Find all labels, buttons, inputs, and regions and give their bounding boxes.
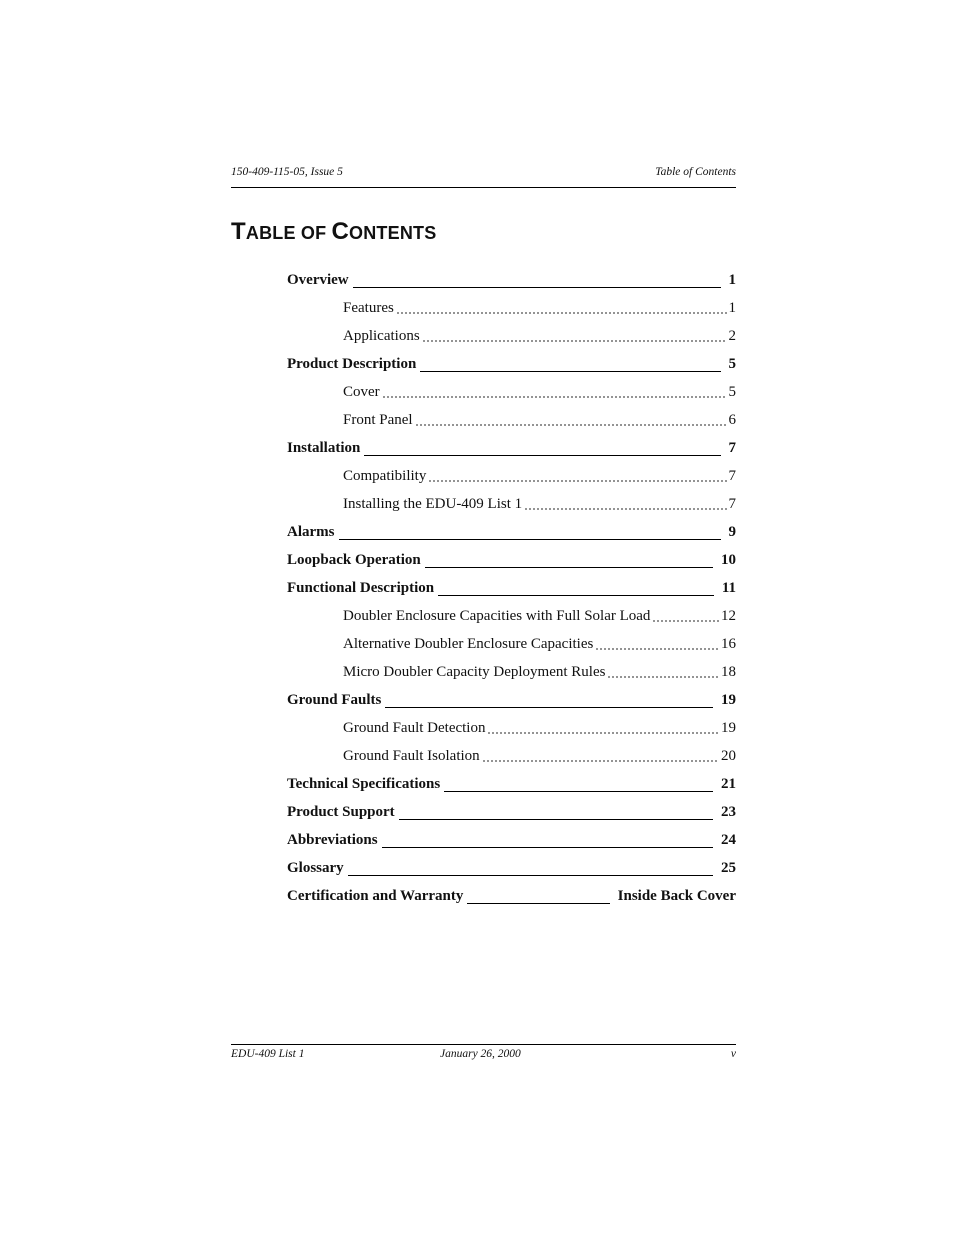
toc-entry-label: Alarms <box>287 524 335 540</box>
toc-entry-page: 11 <box>721 580 736 596</box>
toc-entry[interactable] <box>287 574 736 602</box>
toc-leader-line <box>364 454 720 456</box>
toc-leader-dots <box>422 339 727 343</box>
toc-entry-page: 5 <box>728 356 736 372</box>
toc-entry-page: 7 <box>728 440 736 456</box>
toc-entry-label: Product Description <box>287 356 417 372</box>
toc-entry-label: Technical Specifications <box>287 776 441 792</box>
toc-entry-label: Certification and Warranty <box>287 888 464 904</box>
toc-entry-label: Installing the EDU-409 List 1 <box>343 496 523 512</box>
toc-entry-label: Ground Fault Detection <box>343 720 486 736</box>
toc-entry-page: Inside Back Cover <box>617 888 736 904</box>
toc-entry[interactable] <box>287 630 736 658</box>
toc-entry[interactable] <box>287 462 736 490</box>
footer-date: January 26, 2000 <box>440 1048 521 1060</box>
footer-page-number: v <box>730 1048 736 1060</box>
toc-entry-label: Features <box>343 300 394 316</box>
toc-entry-page: 19 <box>721 720 736 736</box>
toc-entry-page: 19 <box>721 692 736 708</box>
toc-entry-label: Loopback Operation <box>287 552 421 568</box>
toc-entry[interactable] <box>287 266 736 294</box>
toc-entry-label: Ground Fault Isolation <box>343 748 480 764</box>
toc-entry-label: Doubler Enclosure Capacities with Full Solar Load <box>343 608 651 624</box>
toc-entry-label: Product Support <box>287 804 395 820</box>
toc-entry[interactable] <box>287 658 736 686</box>
toc-entry-page: 18 <box>721 664 736 680</box>
toc-entry-page: 9 <box>728 524 736 540</box>
page-header <box>231 166 736 188</box>
toc-entry[interactable] <box>287 434 736 462</box>
toc-entry-label: Alternative Doubler Enclosure Capacities <box>343 636 594 652</box>
footer-product: EDU-409 List 1 <box>231 1048 305 1060</box>
toc-entry-page: 24 <box>721 832 736 848</box>
toc-leader-dots <box>487 731 719 735</box>
toc-entry[interactable] <box>287 798 736 826</box>
toc-entry-page: 1 <box>728 300 736 316</box>
page-title <box>231 218 436 246</box>
toc-entry-label: Front Panel <box>343 412 413 428</box>
toc-leader-line <box>425 566 713 568</box>
toc-entry-page: 7 <box>728 496 736 512</box>
toc-list <box>287 266 736 910</box>
header-doc-number: 150-409-115-05, Issue 5 <box>231 166 343 178</box>
title-t-cap: T <box>231 218 246 245</box>
toc-leader-line <box>339 538 721 540</box>
toc-leader-line <box>399 818 713 820</box>
toc-entry[interactable] <box>287 406 736 434</box>
toc-entry-label: Cover <box>343 384 380 400</box>
toc-leader-line <box>467 902 609 904</box>
toc-leader-line <box>353 286 721 288</box>
toc-entry-page: 12 <box>721 608 736 624</box>
toc-entry[interactable] <box>287 378 736 406</box>
toc-entry-page: 21 <box>721 776 736 792</box>
toc-entry-label: Overview <box>287 272 349 288</box>
toc-entry[interactable] <box>287 854 736 882</box>
toc-leader-line <box>382 846 713 848</box>
toc-leader-dots <box>415 423 727 427</box>
toc-leader-line <box>348 874 713 876</box>
toc-entry[interactable] <box>287 686 736 714</box>
toc-entry-label: Compatibility <box>343 468 427 484</box>
toc-entry[interactable] <box>287 602 736 630</box>
toc-leader-dots <box>595 647 719 651</box>
toc-leader-line <box>385 706 713 708</box>
toc-entry[interactable] <box>287 490 736 518</box>
title-c-rest: ONTENTS <box>349 223 437 243</box>
toc-leader-dots <box>396 311 727 315</box>
toc-leader-line <box>444 790 713 792</box>
toc-entry[interactable] <box>287 742 736 770</box>
toc-entry[interactable] <box>287 322 736 350</box>
toc-entry-label: Abbreviations <box>287 832 378 848</box>
toc-leader-dots <box>428 479 726 483</box>
toc-entry-label: Applications <box>343 328 420 344</box>
toc-leader-line <box>438 594 714 596</box>
toc-leader-dots <box>652 619 719 623</box>
title-t-rest: ABLE OF <box>245 223 332 243</box>
toc-entry-page: 2 <box>728 328 736 344</box>
toc-leader-dots <box>382 395 727 399</box>
toc-entry-page: 5 <box>728 384 736 400</box>
toc-entry-page: 10 <box>721 552 736 568</box>
toc-leader-dots <box>524 507 726 511</box>
toc-entry-page: 23 <box>721 804 736 820</box>
toc-leader-dots <box>607 675 719 679</box>
page-footer <box>231 1044 736 1065</box>
toc-entry-page: 7 <box>728 468 736 484</box>
toc-entry-label: Micro Doubler Capacity Deployment Rules <box>343 664 606 680</box>
toc-entry-label: Functional Description <box>287 580 435 596</box>
toc-entry[interactable] <box>287 714 736 742</box>
toc-entry[interactable] <box>287 518 736 546</box>
header-section: Table of Contents <box>655 166 736 178</box>
toc-entry[interactable] <box>287 770 736 798</box>
toc-entry-page: 16 <box>721 636 736 652</box>
toc-entry-page: 20 <box>721 748 736 764</box>
toc-entry-label: Installation <box>287 440 361 456</box>
toc-entry-page: 1 <box>728 272 736 288</box>
toc-entry[interactable] <box>287 882 736 910</box>
toc-entry-label: Glossary <box>287 860 344 876</box>
toc-entry[interactable] <box>287 826 736 854</box>
title-c-cap: C <box>331 218 350 245</box>
toc-leader-line <box>420 370 720 372</box>
toc-entry-page: 25 <box>721 860 736 876</box>
toc-entry[interactable] <box>287 546 736 574</box>
toc-leader-dots <box>482 759 719 763</box>
toc-entry[interactable] <box>287 350 736 378</box>
toc-entry[interactable] <box>287 294 736 322</box>
toc-entry-page: 6 <box>728 412 736 428</box>
toc-entry-label: Ground Faults <box>287 692 382 708</box>
